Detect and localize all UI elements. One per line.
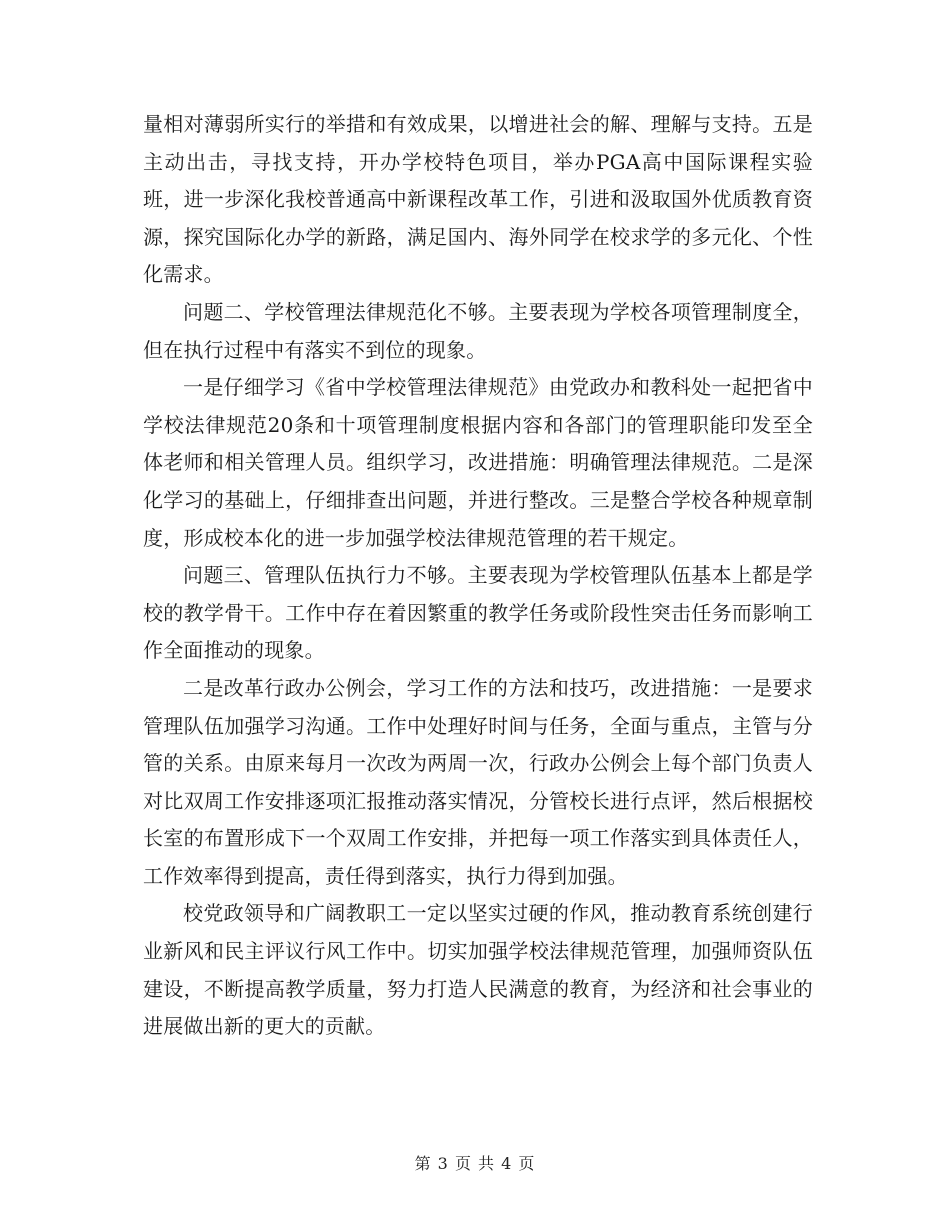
paragraph-3: 一是仔细学习《省中学校管理法律规范》由党政办和教科处一起把省中学校法律规范20条和十项管理制度根据内容和各部门的管理职能印发至全体老师和相关管理人员。组织学习，改进措施：明确管理法律规范。二是深化学习的基础上，仔细排查出问题，并进行整改。三是整合学校各种规章制度，形成校本化的进一步加强学校法律规范管理的若干规定。: [143, 375, 813, 550]
paragraph-2: 问题二、学校管理法律规范化不够。主要表现为学校各项管理制度全，但在执行过程中有落实不到位的现象。: [143, 299, 813, 362]
footer-middle: 页 共: [454, 1154, 496, 1173]
footer-total-pages: 4: [501, 1154, 513, 1173]
paragraph-1: 量相对薄弱所实行的举措和有效成果，以增进社会的解、理解与支持。五是主动出击，寻找支持，开办学校特色项目，举办PGA高中国际课程实验班，进一步深化我校普通高中新课程改革工作，引进和汲取国外优质教育资源，探究国际化办学的新路，满足国内、海外同学在校求学的多元化、个性化需求。: [143, 112, 813, 287]
paragraph-4: 问题三、管理队伍执行力不够。主要表现为学校管理队伍基本上都是学校的教学骨干。工作中存在着因繁重的教学任务或阶段性突击任务而影响工作全面推动的现象。: [143, 563, 813, 663]
paragraph-6: 校党政领导和广阔教职工一定以坚实过硬的作风，推动教育系统创建行业新风和民主评议行风工作中。切实加强学校法律规范管理，加强师资队伍建设，不断提高教学质量，努力打造人民满意的教育，为经济和社会事业的进展做出新的更大的贡献。: [143, 901, 813, 1039]
document-body: [143, 106, 813, 1046]
page-footer: [0, 1154, 950, 1174]
footer-suffix: 页: [518, 1154, 536, 1173]
footer-prefix: 第: [414, 1154, 432, 1173]
paragraph-5: 二是改革行政办公例会，学习工作的方法和技巧，改进措施：一是要求管理队伍加强学习沟通。工作中处理好时间与任务，全面与重点，主管与分管的关系。由原来每月一次改为两周一次，行政办公例会上每个部门负责人对比双周工作安排逐项汇报推动落实情况，分管校长进行点评，然后根据校长室的布置形成下一个双周工作安排，并把每一项工作落实到具体责任人，工作效率得到提高，责任得到落实，执行力得到加强。: [143, 675, 813, 888]
footer-current-page: 3: [437, 1154, 449, 1173]
